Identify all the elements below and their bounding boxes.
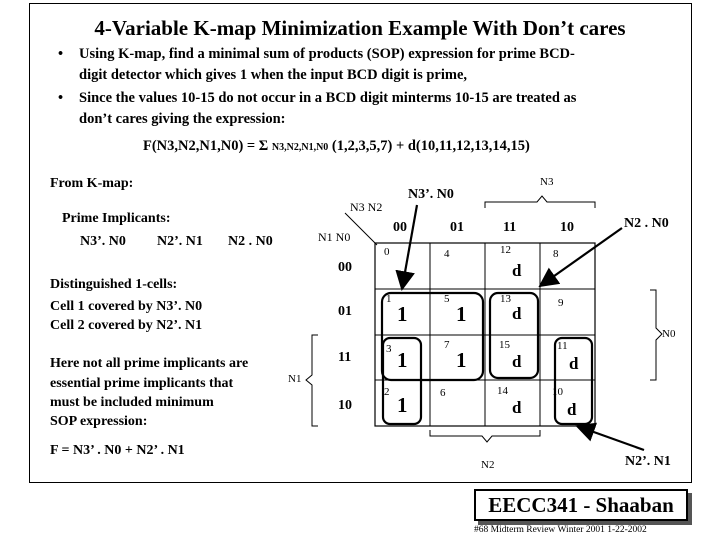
cell-number: 14 bbox=[497, 385, 508, 397]
cell-number: 6 bbox=[440, 387, 446, 399]
expression-subscript: N3,N2,N1,N0 bbox=[271, 142, 329, 153]
expression-lhs: F(N3,N2,N1,N0) = Σ bbox=[143, 138, 269, 154]
row-header-00: 00 bbox=[338, 260, 352, 275]
brace-n3 bbox=[485, 196, 595, 208]
slide-title: 4-Variable K-map Minimization Example With Don’t cares bbox=[94, 16, 626, 40]
row-header-11: 11 bbox=[338, 350, 352, 365]
cell-value-d: d bbox=[512, 304, 522, 323]
implicant-label-n2-n0: N2 . N0 bbox=[624, 216, 669, 231]
cell-number: 10 bbox=[552, 386, 563, 398]
cell-number: 7 bbox=[444, 339, 450, 351]
note-line-3: must be included minimum bbox=[50, 395, 214, 410]
arrow-n2-bar-n1 bbox=[577, 426, 644, 450]
cell-number: 5 bbox=[444, 293, 450, 305]
cell-value-d: d bbox=[512, 352, 522, 371]
note-line-1: Here not all prime implicants are bbox=[50, 356, 249, 371]
col-header-10: 10 bbox=[560, 220, 574, 235]
brace-label-n1: N1 bbox=[288, 373, 302, 385]
cell-value-1: 1 bbox=[397, 302, 408, 326]
bullet-2-line-2: don’t cares giving the expression: bbox=[79, 111, 286, 127]
expression-rhs: (1,2,3,5,7) + d(10,11,12,13,14,15) bbox=[328, 138, 530, 154]
brace-n1 bbox=[306, 335, 318, 426]
prime-implicants-title: Prime Implicants: bbox=[62, 211, 171, 226]
row-header-10: 10 bbox=[338, 398, 352, 413]
bullet-1-line-2: digit detector which gives 1 when the input BCD digit is prime, bbox=[79, 67, 468, 83]
bullet-1-line-1: Using K-map, find a minimal sum of products (SOP) expression for prime BCD- bbox=[79, 46, 575, 62]
distinguished-cell-1: Cell 1 covered by N3’. N0 bbox=[50, 299, 203, 314]
kmap-col-variables: N3 N2 bbox=[350, 200, 383, 214]
cell-value-d: d bbox=[569, 354, 579, 373]
cell-number: 1 bbox=[386, 293, 392, 305]
brace-label-n0: N0 bbox=[662, 328, 676, 340]
note-line-4: SOP expression: bbox=[50, 414, 148, 429]
footer-text: #68 Midterm Review Winter 2001 1-22-2002 bbox=[474, 525, 647, 535]
prime-implicant-2: N2’. N1 bbox=[157, 234, 203, 249]
prime-implicant-1: N3’. N0 bbox=[80, 234, 126, 249]
cell-number: 15 bbox=[499, 339, 510, 351]
prime-implicant-3: N2 . N0 bbox=[228, 234, 273, 249]
from-kmap-label: From K-map: bbox=[50, 176, 134, 191]
col-header-00: 00 bbox=[393, 220, 407, 235]
implicant-label-n2-bar-n1: N2’. N1 bbox=[625, 454, 671, 469]
note-line-2: essential prime implicants that bbox=[50, 376, 234, 391]
distinguished-cell-2: Cell 2 covered by N2’. N1 bbox=[50, 318, 203, 333]
cell-number: 8 bbox=[553, 248, 559, 260]
cell-number: 4 bbox=[444, 248, 450, 260]
cell-value-1: 1 bbox=[456, 348, 467, 372]
cell-number: 11 bbox=[557, 340, 568, 352]
cell-value-d: d bbox=[512, 398, 522, 417]
bullet-marker: • bbox=[58, 46, 64, 62]
result-expression: F = N3’ . N0 + N2’ . N1 bbox=[50, 443, 185, 458]
cell-value-1: 1 bbox=[456, 302, 467, 326]
col-header-01: 01 bbox=[450, 220, 464, 235]
bullet-2-line-1: Since the values 10-15 do not occur in a BCD digit minterms 10-15 are treated as bbox=[79, 90, 577, 106]
arrow-n3-bar-n0 bbox=[402, 205, 417, 289]
cell-number: 9 bbox=[558, 297, 564, 309]
distinguished-title: Distinguished 1-cells: bbox=[50, 277, 178, 292]
brace-n2 bbox=[430, 430, 540, 442]
cell-value-d: d bbox=[512, 261, 522, 280]
brace-label-n3: N3 bbox=[540, 176, 554, 188]
cell-value-1: 1 bbox=[397, 348, 408, 372]
cell-number: 12 bbox=[500, 244, 511, 256]
implicant-label-n3-bar-n0: N3’. N0 bbox=[408, 187, 454, 202]
row-header-01: 01 bbox=[338, 304, 352, 319]
brace-n0 bbox=[650, 290, 662, 380]
cell-value-1: 1 bbox=[397, 393, 408, 417]
bullet-marker: • bbox=[58, 90, 64, 106]
cell-number: 3 bbox=[386, 343, 392, 355]
col-header-11: 11 bbox=[503, 220, 517, 235]
cell-number: 2 bbox=[384, 386, 390, 398]
kmap-row-variables: N1 N0 bbox=[318, 230, 351, 244]
course-badge: EECC341 - Shaaban bbox=[474, 489, 688, 521]
cell-value-d: d bbox=[567, 400, 577, 419]
cell-number: 13 bbox=[500, 293, 511, 305]
cell-number: 0 bbox=[384, 246, 390, 258]
brace-label-n2: N2 bbox=[481, 459, 495, 471]
